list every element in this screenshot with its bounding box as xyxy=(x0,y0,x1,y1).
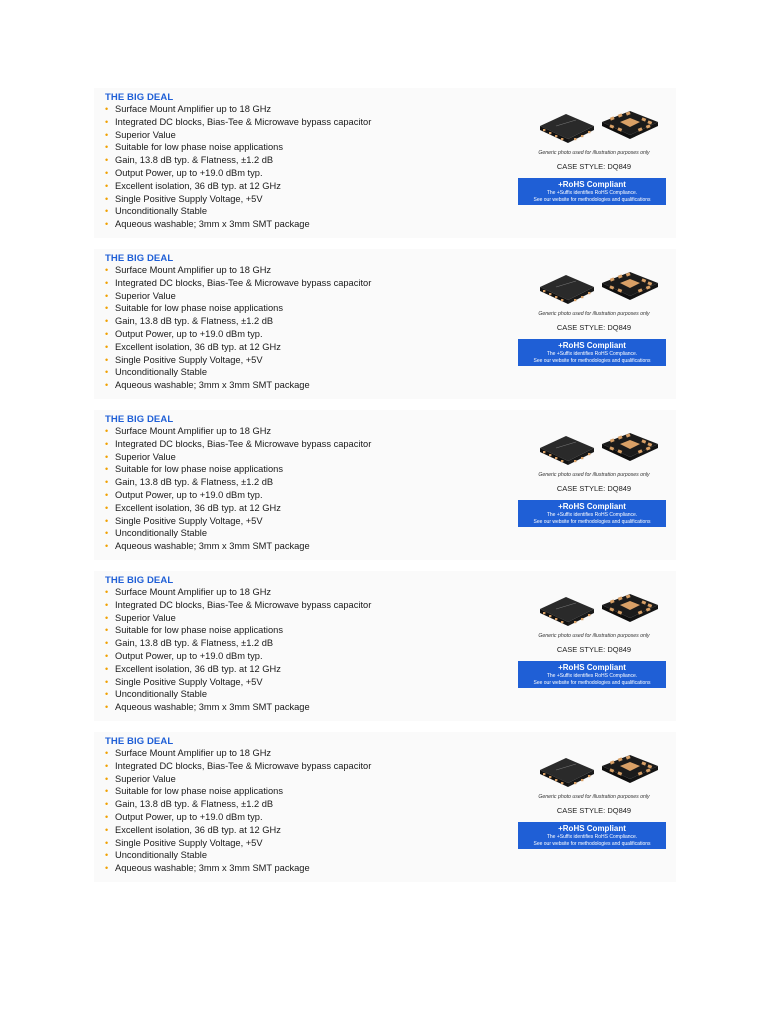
rohs-badge xyxy=(518,178,666,205)
feature-text: Surface Mount Amplifier up to 18 GHz xyxy=(115,426,272,436)
rohs-line-1: The +Suffix identifies RoHS Compliance. xyxy=(546,512,638,518)
bullet-icon: • xyxy=(105,328,109,339)
feature-item xyxy=(105,676,371,689)
feature-item xyxy=(105,586,371,599)
bullet-icon: • xyxy=(105,426,109,436)
feature-text: Excellent isolation, 36 dB typ. at 12 GHz xyxy=(115,663,281,674)
rohs-line-2: See our website for methodologies and qualifications xyxy=(533,840,651,847)
bullet-icon: • xyxy=(105,451,109,462)
feature-text: Output Power, up to +19.0 dBm typ. xyxy=(115,811,263,822)
feature-item xyxy=(105,451,371,464)
feature-text: Output Power, up to +19.0 dBm typ. xyxy=(115,167,263,178)
feature-text: Gain, 13.8 dB typ. & Flatness, ±1.2 dB xyxy=(115,477,274,488)
feature-text: Suitable for low phase noise applications xyxy=(115,464,283,475)
bullet-icon: • xyxy=(105,341,109,352)
feature-item xyxy=(105,290,371,303)
feature-item xyxy=(105,637,371,650)
bullet-icon: • xyxy=(105,477,109,488)
feature-item xyxy=(105,167,371,180)
chip-bottom-view xyxy=(602,272,658,300)
feature-text: Suitable for low phase noise applications xyxy=(115,303,283,314)
feature-item xyxy=(105,747,371,760)
feature-item xyxy=(105,438,371,451)
feature-item xyxy=(105,328,371,341)
feature-item xyxy=(105,785,371,798)
feature-item xyxy=(105,849,371,862)
feature-text: Gain, 13.8 dB typ. & Flatness, ±1.2 dB xyxy=(115,155,274,166)
feature-text: Single Positive Supply Voltage, +5V xyxy=(115,354,263,365)
photo-caption: Generic photo used for illustration purposes only xyxy=(538,633,650,639)
photo-caption: Generic photo used for illustration purposes only xyxy=(538,794,650,800)
feature-text: Unconditionally Stable xyxy=(115,528,207,539)
product-photo xyxy=(534,267,664,307)
feature-item xyxy=(105,463,371,476)
feature-item xyxy=(105,599,371,612)
product-photo xyxy=(534,106,664,146)
feature-item xyxy=(105,341,371,354)
product-summary-block xyxy=(94,249,676,399)
bullet-icon: • xyxy=(105,167,109,178)
bullet-icon: • xyxy=(105,290,109,301)
case-style: CASE STYLE: DQ849 xyxy=(556,484,632,493)
feature-item xyxy=(105,540,371,553)
rohs-badge xyxy=(518,500,666,527)
chip-bottom-view xyxy=(602,594,658,622)
feature-text: Excellent isolation, 36 dB typ. at 12 GHz xyxy=(115,180,281,191)
feature-text: Single Positive Supply Voltage, +5V xyxy=(115,515,263,526)
feature-text: Output Power, up to +19.0 dBm typ. xyxy=(115,650,263,661)
feature-text: Aqueous washable; 3mm x 3mm SMT package xyxy=(115,219,310,230)
feature-item xyxy=(105,701,371,714)
case-style: CASE STYLE: DQ849 xyxy=(556,162,632,171)
block-title: THE BIG DEAL xyxy=(105,414,174,425)
chip-bottom-view xyxy=(602,433,658,461)
photo-caption: Generic photo used for illustration purposes only xyxy=(538,472,650,478)
feature-item xyxy=(105,862,371,875)
bullet-icon: • xyxy=(105,863,109,874)
product-summary-block xyxy=(94,571,676,721)
feature-text: Unconditionally Stable xyxy=(115,689,207,700)
feature-list xyxy=(105,425,371,553)
bullet-icon: • xyxy=(105,702,109,713)
chip-bottom-view xyxy=(602,755,658,783)
rohs-line-2: See our website for methodologies and qualifications xyxy=(533,357,651,364)
block-title: THE BIG DEAL xyxy=(105,575,174,586)
rohs-line-1: The +Suffix identifies RoHS Compliance. xyxy=(546,190,638,196)
bullet-icon: • xyxy=(105,354,109,365)
feature-item xyxy=(105,141,371,154)
bullet-icon: • xyxy=(105,599,109,610)
chip-top-view xyxy=(540,436,594,465)
feature-item xyxy=(105,502,371,515)
feature-text: Aqueous washable; 3mm x 3mm SMT package xyxy=(115,702,310,713)
feature-text: Integrated DC blocks, Bias-Tee & Microwave bypass capacitor xyxy=(115,116,372,127)
feature-item xyxy=(105,489,371,502)
feature-text: Suitable for low phase noise applications xyxy=(115,625,283,636)
rohs-title: +RoHS Compliant xyxy=(558,180,626,189)
feature-item xyxy=(105,379,371,392)
feature-text: Superior Value xyxy=(115,451,176,462)
case-style: CASE STYLE: DQ849 xyxy=(556,806,632,815)
chip-bottom-view xyxy=(602,111,658,139)
bullet-icon: • xyxy=(105,799,109,810)
bullet-icon: • xyxy=(105,773,109,784)
feature-item xyxy=(105,515,371,528)
bullet-icon: • xyxy=(105,367,109,378)
product-summary-block xyxy=(94,732,676,882)
feature-text: Suitable for low phase noise applications xyxy=(115,786,283,797)
feature-item xyxy=(105,476,371,489)
bullet-icon: • xyxy=(105,277,109,288)
bullet-icon: • xyxy=(105,663,109,674)
product-summary-block xyxy=(94,88,676,238)
feature-text: Unconditionally Stable xyxy=(115,206,207,217)
feature-list xyxy=(105,103,371,231)
feature-item xyxy=(105,302,371,315)
feature-item xyxy=(105,205,371,218)
feature-text: Aqueous washable; 3mm x 3mm SMT package xyxy=(115,863,310,874)
rohs-line-1: The +Suffix identifies RoHS Compliance. xyxy=(546,351,638,357)
feature-item xyxy=(105,798,371,811)
bullet-icon: • xyxy=(105,541,109,552)
bullet-icon: • xyxy=(105,193,109,204)
feature-item xyxy=(105,527,371,540)
feature-item xyxy=(105,103,371,116)
bullet-icon: • xyxy=(105,129,109,140)
feature-item xyxy=(105,315,371,328)
bullet-icon: • xyxy=(105,464,109,475)
bullet-icon: • xyxy=(105,638,109,649)
feature-item xyxy=(105,425,371,438)
product-photo xyxy=(534,589,664,629)
feature-text: Integrated DC blocks, Bias-Tee & Microwave bypass capacitor xyxy=(115,277,372,288)
case-style: CASE STYLE: DQ849 xyxy=(556,323,632,332)
bullet-icon: • xyxy=(105,786,109,797)
feature-text: Aqueous washable; 3mm x 3mm SMT package xyxy=(115,541,310,552)
feature-text: Suitable for low phase noise applications xyxy=(115,142,283,153)
feature-text: Surface Mount Amplifier up to 18 GHz xyxy=(115,104,272,114)
bullet-icon: • xyxy=(105,489,109,500)
chip-top-view xyxy=(540,758,594,787)
feature-text: Excellent isolation, 36 dB typ. at 12 GHz xyxy=(115,824,281,835)
photo-caption: Generic photo used for illustration purposes only xyxy=(538,311,650,317)
bullet-icon: • xyxy=(105,219,109,230)
feature-item xyxy=(105,624,371,637)
bullet-icon: • xyxy=(105,155,109,166)
bullet-icon: • xyxy=(105,180,109,191)
bullet-icon: • xyxy=(105,748,109,758)
chip-top-view xyxy=(540,114,594,143)
bullet-icon: • xyxy=(105,650,109,661)
rohs-line-2: See our website for methodologies and qualifications xyxy=(533,679,651,686)
chip-top-view xyxy=(540,597,594,626)
product-photo xyxy=(534,750,664,790)
block-title: THE BIG DEAL xyxy=(105,92,174,103)
bullet-icon: • xyxy=(105,116,109,127)
feature-text: Surface Mount Amplifier up to 18 GHz xyxy=(115,748,272,758)
feature-list xyxy=(105,586,371,714)
rohs-line-2: See our website for methodologies and qualifications xyxy=(533,196,651,203)
rohs-line-2: See our website for methodologies and qualifications xyxy=(533,518,651,525)
feature-text: Surface Mount Amplifier up to 18 GHz xyxy=(115,587,272,597)
feature-text: Superior Value xyxy=(115,129,176,140)
feature-item xyxy=(105,773,371,786)
feature-text: Unconditionally Stable xyxy=(115,850,207,861)
feature-text: Output Power, up to +19.0 dBm typ. xyxy=(115,489,263,500)
case-style: CASE STYLE: DQ849 xyxy=(556,645,632,654)
feature-item xyxy=(105,116,371,129)
bullet-icon: • xyxy=(105,303,109,314)
feature-text: Gain, 13.8 dB typ. & Flatness, ±1.2 dB xyxy=(115,799,274,810)
product-photo xyxy=(534,428,664,468)
feature-text: Single Positive Supply Voltage, +5V xyxy=(115,676,263,687)
feature-list xyxy=(105,747,371,875)
rohs-line-1: The +Suffix identifies RoHS Compliance. xyxy=(546,673,638,679)
feature-text: Output Power, up to +19.0 dBm typ. xyxy=(115,328,263,339)
feature-text: Excellent isolation, 36 dB typ. at 12 GHz xyxy=(115,502,281,513)
rohs-badge xyxy=(518,822,666,849)
feature-text: Integrated DC blocks, Bias-Tee & Microwave bypass capacitor xyxy=(115,760,372,771)
rohs-badge xyxy=(518,339,666,366)
feature-text: Integrated DC blocks, Bias-Tee & Microwave bypass capacitor xyxy=(115,438,372,449)
feature-text: Excellent isolation, 36 dB typ. at 12 GHz xyxy=(115,341,281,352)
feature-item xyxy=(105,154,371,167)
bullet-icon: • xyxy=(105,316,109,327)
rohs-line-1: The +Suffix identifies RoHS Compliance. xyxy=(546,834,638,840)
feature-item xyxy=(105,129,371,142)
feature-item xyxy=(105,218,371,231)
bullet-icon: • xyxy=(105,265,109,275)
feature-text: Gain, 13.8 dB typ. & Flatness, ±1.2 dB xyxy=(115,316,274,327)
feature-item xyxy=(105,760,371,773)
bullet-icon: • xyxy=(105,625,109,636)
rohs-badge xyxy=(518,661,666,688)
rohs-title: +RoHS Compliant xyxy=(558,502,626,511)
bullet-icon: • xyxy=(105,811,109,822)
feature-text: Superior Value xyxy=(115,612,176,623)
rohs-title: +RoHS Compliant xyxy=(558,824,626,833)
feature-text: Single Positive Supply Voltage, +5V xyxy=(115,837,263,848)
feature-text: Single Positive Supply Voltage, +5V xyxy=(115,193,263,204)
bullet-icon: • xyxy=(105,438,109,449)
bullet-icon: • xyxy=(105,206,109,217)
feature-text: Gain, 13.8 dB typ. & Flatness, ±1.2 dB xyxy=(115,638,274,649)
feature-item xyxy=(105,264,371,277)
block-title: THE BIG DEAL xyxy=(105,736,174,747)
bullet-icon: • xyxy=(105,850,109,861)
block-title: THE BIG DEAL xyxy=(105,253,174,264)
feature-item xyxy=(105,612,371,625)
bullet-icon: • xyxy=(105,515,109,526)
feature-item xyxy=(105,354,371,367)
bullet-icon: • xyxy=(105,142,109,153)
bullet-icon: • xyxy=(105,587,109,597)
rohs-title: +RoHS Compliant xyxy=(558,341,626,350)
bullet-icon: • xyxy=(105,676,109,687)
feature-text: Superior Value xyxy=(115,290,176,301)
feature-item xyxy=(105,650,371,663)
bullet-icon: • xyxy=(105,760,109,771)
bullet-icon: • xyxy=(105,837,109,848)
bullet-icon: • xyxy=(105,502,109,513)
feature-text: Superior Value xyxy=(115,773,176,784)
feature-text: Surface Mount Amplifier up to 18 GHz xyxy=(115,265,272,275)
bullet-icon: • xyxy=(105,612,109,623)
feature-text: Integrated DC blocks, Bias-Tee & Microwave bypass capacitor xyxy=(115,599,372,610)
bullet-icon: • xyxy=(105,104,109,114)
product-summary-block xyxy=(94,410,676,560)
photo-caption: Generic photo used for illustration purposes only xyxy=(538,150,650,156)
feature-text: Aqueous washable; 3mm x 3mm SMT package xyxy=(115,380,310,391)
feature-text: Unconditionally Stable xyxy=(115,367,207,378)
bullet-icon: • xyxy=(105,824,109,835)
feature-list xyxy=(105,264,371,392)
rohs-title: +RoHS Compliant xyxy=(558,663,626,672)
feature-item xyxy=(105,811,371,824)
feature-item xyxy=(105,277,371,290)
feature-item xyxy=(105,193,371,206)
bullet-icon: • xyxy=(105,380,109,391)
feature-item xyxy=(105,663,371,676)
feature-item xyxy=(105,180,371,193)
feature-item xyxy=(105,366,371,379)
bullet-icon: • xyxy=(105,528,109,539)
bullet-icon: • xyxy=(105,689,109,700)
feature-item xyxy=(105,837,371,850)
feature-item xyxy=(105,824,371,837)
feature-item xyxy=(105,688,371,701)
chip-top-view xyxy=(540,275,594,304)
